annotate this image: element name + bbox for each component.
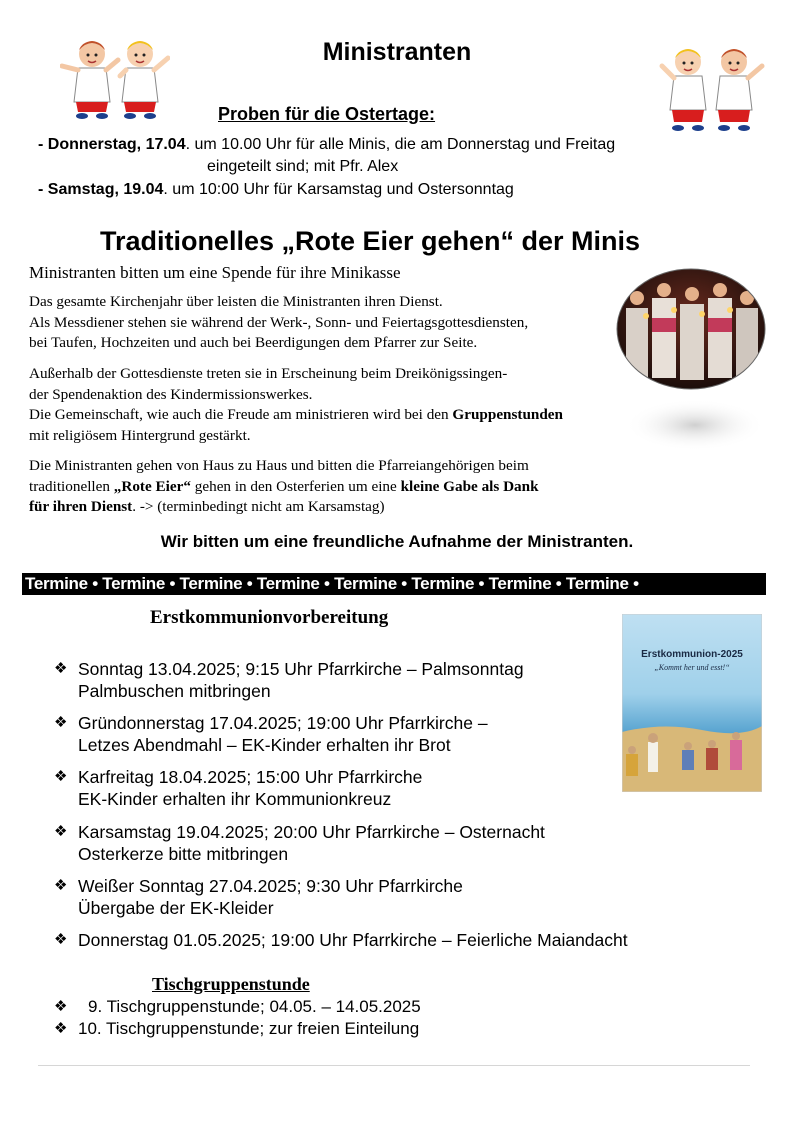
emphasis: „Rote Eier“ (113, 477, 191, 495)
diamond-bullet-icon: ❖ (54, 876, 68, 894)
tischgruppe-list (54, 996, 421, 1040)
erstkommunion-schedule (54, 658, 694, 961)
text-line (29, 497, 639, 518)
rote-eier-subtitle: Ministranten bitten um eine Spende für ihre Minikasse (29, 263, 401, 282)
emphasis: für ihren Dienst (29, 498, 133, 515)
text-span: gehen in den Osterferien um eine (194, 477, 397, 495)
rehearsal-text-continued: eingeteilt sind; mit Pfr. Alex (207, 158, 399, 175)
list-item (54, 658, 694, 702)
text-line (29, 405, 639, 426)
altar-servers-candles-photo (616, 268, 766, 390)
item-line: Osterkerze bitte mitbringen (78, 843, 289, 864)
item-line: EK-Kinder erhalten ihr Kommunionkreuz (78, 789, 392, 810)
list-item (54, 1018, 421, 1040)
item-line: Letzes Abendmahl – EK-Kinder erhalten ihr Brot (78, 735, 451, 756)
paragraph-service (29, 292, 639, 354)
rehearsal-item (38, 179, 514, 201)
erstkommunion-title: Erstkommunionvorbereitung (150, 607, 389, 628)
rehearsal-date: - Samstag, 19.04 (38, 181, 164, 198)
text-line (29, 477, 639, 498)
page-title: Ministranten (322, 38, 472, 66)
diamond-bullet-icon: ❖ (54, 998, 68, 1015)
item-line: 10. Tischgruppenstunde; zur freien Einteilung (78, 1019, 420, 1038)
text-line: mit religiösem Hintergrund gestärkt. (29, 426, 251, 444)
cover-title: Erstkommunion-2025 (641, 649, 743, 660)
tischgruppe-title: Tischgruppenstunde (152, 974, 310, 994)
text-line: Als Messdiener stehen sie während der Werk-, Sonn- und Feiertagsgottesdiensten, (29, 313, 529, 331)
rehearsal-item (38, 134, 678, 156)
diamond-bullet-icon: ❖ (54, 1020, 68, 1037)
item-line: Karfreitag 18.04.2025; 15:00 Uhr Pfarrkirche (78, 767, 423, 788)
altar-servers-illustration-right (658, 40, 766, 136)
item-line: Sonntag 13.04.2025; 9:15 Uhr Pfarrkirche – Palmsonntag (78, 659, 524, 679)
photo-shadow (622, 395, 768, 455)
footer-divider (38, 1065, 750, 1066)
list-item (54, 875, 694, 919)
diamond-bullet-icon: ❖ (54, 822, 68, 840)
rehearsal-text: . um 10.00 Uhr für alle Minis, die am Donnerstag und Freitag (185, 136, 616, 153)
erstkommunion-cover-image (622, 614, 762, 792)
text-line: Die Ministranten gehen von Haus zu Haus und bitten die Pfarreiangehörigen beim (29, 457, 529, 474)
welcome-message: Wir bitten um eine freundliche Aufnahme der Ministranten. (160, 532, 634, 551)
item-line: Übergabe der EK-Kleider (78, 897, 274, 918)
item-line: 9. Tischgruppenstunde; 04.05. – 14.05.2025 (88, 997, 421, 1016)
altar-servers-illustration-left (60, 36, 170, 122)
list-item (54, 712, 694, 756)
diamond-bullet-icon: ❖ (54, 714, 68, 732)
item-line: Palmbuschen mitbringen (78, 681, 271, 701)
text-line: Außerhalb der Gottesdienste treten sie in Erscheinung beim Dreikönigssingen- (29, 365, 508, 382)
list-item (54, 929, 694, 951)
emphasis: Gruppenstunden (452, 406, 563, 423)
item-line: Donnerstag 01.05.2025; 19:00 Uhr Pfarrkirche – Feierliche Maiandacht (78, 929, 628, 950)
termine-banner: Termine • Termine • Termine • Termine • Termine • Termine • Termine • Termine • (22, 573, 766, 595)
diamond-bullet-icon: ❖ (54, 768, 68, 786)
rehearsal-date: - Donnerstag, 17.04 (38, 136, 186, 153)
text-span: traditionellen (29, 477, 110, 495)
cover-motto: „Kommt her und esst!“ (654, 663, 730, 672)
item-line: Weißer Sonntag 27.04.2025; 9:30 Uhr Pfarrkirche (78, 875, 463, 896)
text-span: Die Gemeinschaft, wie auch die Freude am ministrieren wird bei den (29, 406, 449, 423)
text-line: Das gesamte Kirchenjahr über leisten die Ministranten ihren Dienst. (29, 293, 443, 310)
text-line: bei Taufen, Hochzeiten und auch bei Beerdigungen dem Pfarrer zur Seite. (29, 334, 478, 351)
rehearsal-text: . um 10:00 Uhr für Karsamstag und Ostersonntag (163, 181, 514, 198)
emphasis: kleine Gabe als Dank (400, 477, 539, 495)
text-span: . -> (terminbedingt nicht am Karsamstag) (132, 498, 385, 515)
list-item (54, 996, 421, 1018)
paragraph-collection (29, 456, 639, 518)
text-line: der Spendenaktion des Kindermissionswerkes. (29, 385, 313, 403)
rote-eier-title: Traditionelles „Rote Eier gehen“ der Minis (99, 226, 641, 256)
list-item (54, 766, 694, 810)
item-line: Gründonnerstag 17.04.2025; 19:00 Uhr Pfarrkirche – (78, 713, 488, 734)
paragraph-activities (29, 364, 639, 446)
rehearsal-heading: Proben für die Ostertage: (218, 104, 436, 124)
diamond-bullet-icon: ❖ (54, 660, 68, 677)
item-line: Karsamstag 19.04.2025; 20:00 Uhr Pfarrkirche – Osternacht (78, 821, 545, 842)
diamond-bullet-icon: ❖ (54, 930, 68, 948)
list-item (54, 821, 694, 865)
